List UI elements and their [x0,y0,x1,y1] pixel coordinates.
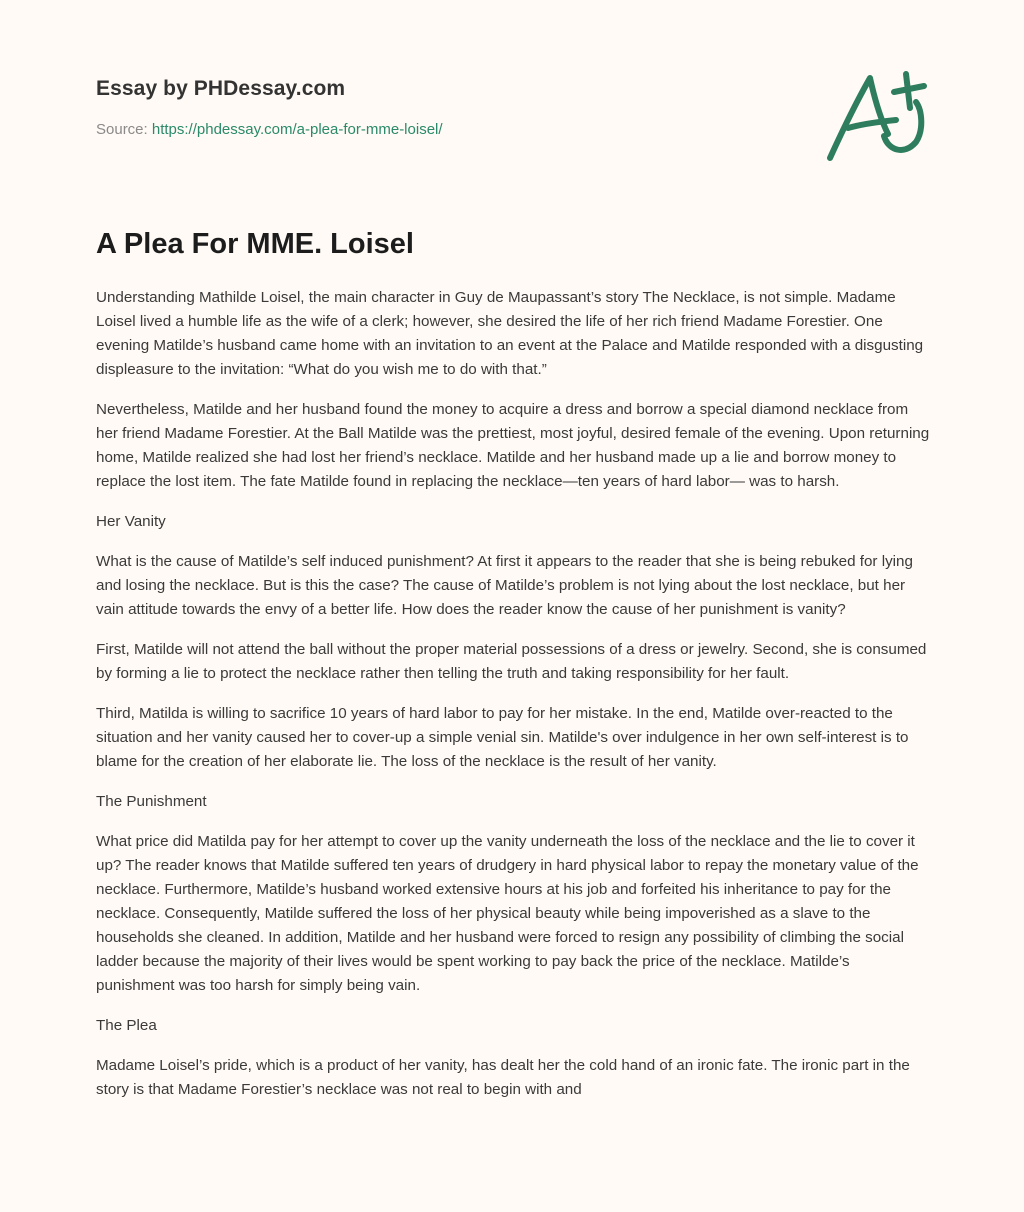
source-line [96,120,796,140]
section-heading-the-plea: The Plea [96,1017,157,1034]
source-label: Source: [96,121,152,138]
a-plus-grade-icon [818,66,934,170]
site-title: Essay by PHDessay.com [96,77,346,100]
paragraph-third: Third, Matilda is willing to sacrifice 10 years of hard labor to pay for her mistake. In the end, Matilde over-reacted to the situation and her vanity caused her to cover-up a simple venial sin. Matilde's over indulgence in her own self-interest is to blame for the creation of her elaborate lie. The loss of the necklace is the result of her vanity. [96,705,909,770]
paragraph-plea: Madame Loisel’s pride, which is a product of her vanity, has dealt her the cold hand of an ironic fate. The ironic part in the story is that Madame Forestier’s necklace was not real to begin with and [96,1057,910,1098]
section-heading-the-punishment: The Punishment [96,793,207,810]
source-link[interactable]: https://phdessay.com/a-plea-for-mme-loisel/ [151,121,443,138]
page-header [96,74,796,140]
section-heading-her-vanity: Her Vanity [96,513,166,530]
paragraph-punishment: What price did Matilda pay for her attempt to cover up the vanity underneath the loss of the necklace and the lie to cover it up? The reader knows that Matilde suffered ten years of drudgery in hard physical labor to repay the monetary value of the necklace. Furthermore, Matilde’s husband worked extensive hours at his job and forfeited his inheritance to pay for the necklace. Consequently, Matilde suffered the loss of her physical beauty while being impoverished as a slave to the households she cleaned. In addition, Matilde and her husband were forced to resign any possibility of climbing the social ladder because the majority of their lives would be spent working to pay back the price of the necklace. Matilde’s punishment was too harsh for simply being vain. [96,833,919,994]
paragraph-intro: Understanding Mathilde Loisel, the main character in Guy de Maupassant’s story The Necklace, is not simple. Madame Loisel lived a humble life as the wife of a clerk; however, she desired the life of her rich friend Madame Forestier. One evening Matilde’s husband came home with an invitation to an event at the Palace and Matilde responded with a disgusting displeasure to the invitation: “What do you wish me to do with that.” [96,289,924,378]
paragraph-first-second: First, Matilde will not attend the ball without the proper material possessions of a dress or jewelry. Second, she is consumed by forming a lie to protect the necklace rather then telling the truth and taking responsibility for her fault. [96,641,927,682]
paragraph-vanity-question: What is the cause of Matilde’s self induced punishment? At first it appears to the reader that she is being rebuked for lying and losing the necklace. But is this the case? The cause of Matilde’s problem is not lying about the lost necklace, but her vain attitude towards the envy of a better life. How does the reader know the cause of her punishment is vanity? [96,553,913,618]
paragraph-summary: Nevertheless, Matilde and her husband found the money to acquire a dress and borrow a special diamond necklace from her friend Madame Forestier. At the Ball Matilde was the prettiest, most joyful, desired female of the evening. Upon returning home, Matilde realized she had lost her friend’s necklace. Matilde and her husband made up a lie and borrow money to replace the lost item. The fate Matilde found in replacing the necklace—ten years of hard labor— was to harsh. [96,401,930,490]
essay-body [96,286,932,1118]
essay-title: A Plea For MME. Loisel [96,228,414,260]
